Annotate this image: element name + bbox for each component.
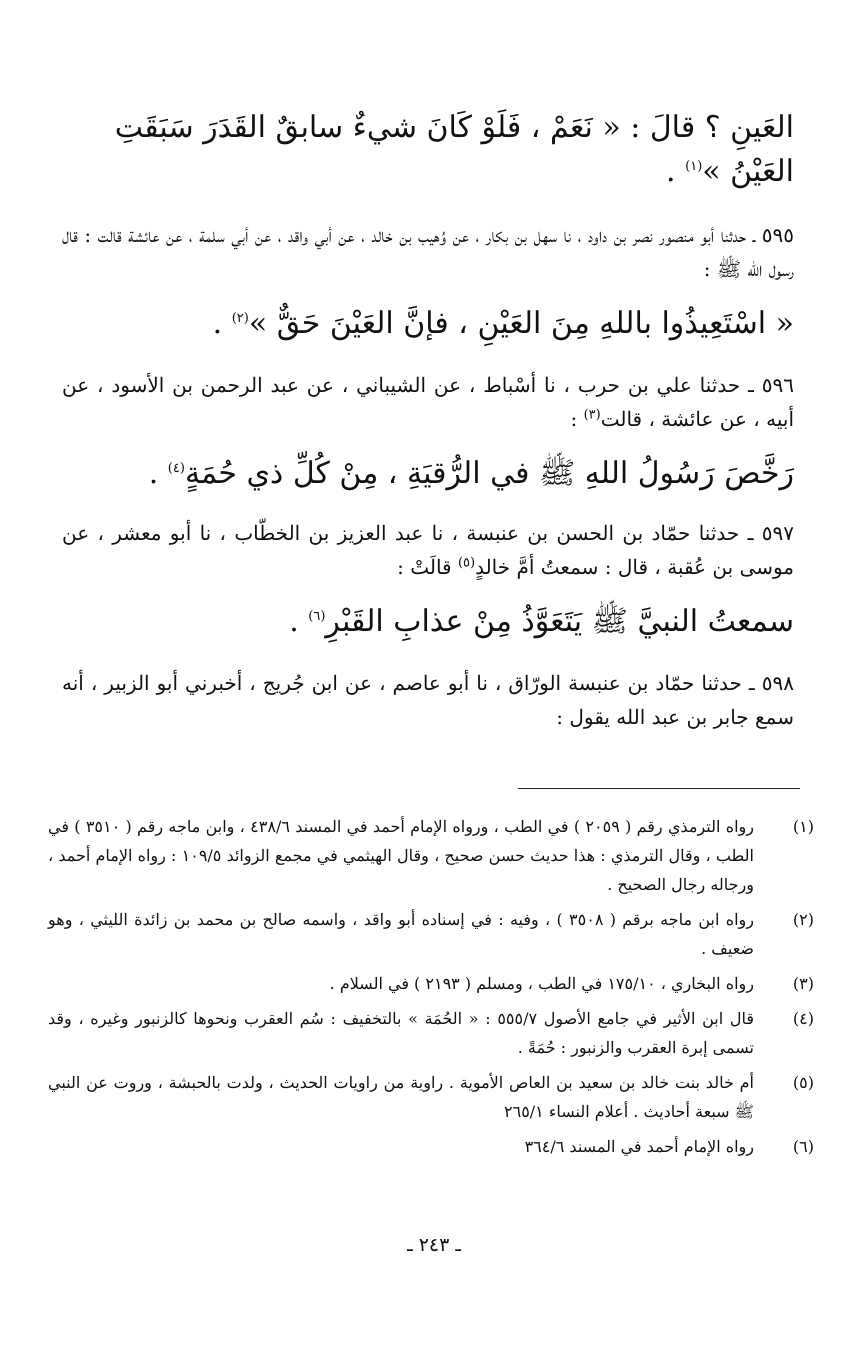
footnote <box>48 1004 818 1062</box>
footnote-text: رواه الإمام أحمد في المسند ٣٦٤/٦ <box>524 1137 754 1156</box>
footnote-ref: (١) <box>685 159 703 174</box>
hadith-597 <box>62 600 794 644</box>
footnote-number: (٦) <box>792 1137 814 1156</box>
footnote-ref: (٦) <box>308 609 326 624</box>
isnad-598: ٥٩٨ ـ حدثنا حمّاد بن عنبسة الورّاق ، نا أبو عاصم ، عن ابن جُريج ، أخبرني أبو الزبير ، أنه سمع جابر بن عبد الله يقول : <box>62 671 794 729</box>
footnote-text: أم خالد بنت خالد بن سعيد بن العاص الأموية . راوية من راويات الحديث ، ولدت بالحبشة ، وروت عن النبي ﷺ سبعة أحاديث . أعلام النساء ٢٦٥/١ <box>48 1073 754 1121</box>
footnote-ref: (٥) <box>457 555 476 571</box>
hadith-text: العَينِ ؟ قالَ : « نَعَمْ ، فَلَوْ كَانَ شيءٌ سابقٌ القَدَرَ سَبَقَتِ العَيْنُ » <box>114 110 794 189</box>
footnote <box>48 1132 818 1161</box>
isnad-text: ٥٩٧ ـ حدثنا حمّاد بن الحسن بن عنبسة ، نا عبد العزيز بن الخطّاب ، نا أبو معشر ، عن موسى بن عُقبة ، قال : سمعتُ أمَّ خالدٍ <box>62 521 794 579</box>
footnote-number: (٢) <box>792 910 814 929</box>
isnad-text-end: قالَتْ : <box>397 555 458 579</box>
footnote-text: رواه الترمذي رقم ( ٢٠٥٩ ) في الطب ، ورواه الإمام أحمد في المسند ٤٣٨/٦ ، وابن ماجه رقم ( ٣٥١٠ ) في الطب ، وقال الترمذي : هذا حديث حسن صحيح ، وقال الهيثمي في مجمع الزوائد ١٠٩/٥ : رواه الإمام أحمد ، ورجاله رجال الصحيح . <box>48 817 755 894</box>
page-number: ـ ٢٤٣ ـ <box>407 1234 461 1256</box>
isnad-595: ٥٩٥ ـ حدثنا أبو منصور نصر بن داود ، نا سهل بن بكار ، عن وُهيب بن خالد ، عن أبي واقد ، عن أبي سلمة ، عن عائشة قالت : قال رسول الله ﷺ : <box>62 223 794 281</box>
punctuation: . <box>289 604 309 639</box>
isnad-text: ٥٩٦ ـ حدثنا علي بن حرب ، نا أسْباط ، عن الشيباني ، عن عبد الرحمن بن الأسود ، عن أبيه ، عن عائشة ، قالت <box>62 373 794 431</box>
footnote-number: (٣) <box>792 974 814 993</box>
punctuation: . <box>212 306 232 341</box>
footnote <box>48 812 818 899</box>
footnote-number: (١) <box>792 817 814 836</box>
footnote <box>48 1068 818 1126</box>
footnote-ref: (٢) <box>231 311 249 326</box>
hadith-text: رَخَّصَ رَسُولُ اللهِ ﷺ في الرُّقيَةِ ، مِنْ كُلِّ ذي حُمَةٍ <box>184 456 794 491</box>
punctuation: . <box>148 456 168 491</box>
footnote <box>48 905 818 963</box>
hadith-text: « اسْتَعِيذُوا باللهِ مِنَ العَيْنِ ، فإنَّ العَيْنَ حَقٌّ » <box>248 306 794 341</box>
hadith-594-ending <box>62 106 794 194</box>
footnote-text: رواه البخاري ، ١٧٥/١٠ في الطب ، ومسلم ( ٢١٩٣ ) في السلام . <box>329 974 754 993</box>
footnote <box>48 969 818 998</box>
isnad-596 <box>62 368 794 436</box>
isnad-597 <box>62 516 794 584</box>
footnote-ref: (٤) <box>167 461 185 476</box>
footnote-ref: (٣) <box>583 407 601 423</box>
footnote-number: (٤) <box>792 1009 814 1028</box>
footnote-text: رواه ابن ماجه برقم ( ٣٥٠٨ ) ، وفيه : في إسناده أبو واقد ، واسمه صالح بن محمد بن زائدة الليثي ، وهو ضعيف . <box>48 910 754 958</box>
punctuation: . <box>666 154 686 189</box>
footnotes <box>48 812 818 1167</box>
hadith-595 <box>62 302 794 346</box>
footnote-number: (٥) <box>792 1073 814 1092</box>
footnote-divider <box>518 788 800 789</box>
footnote-text: قال ابن الأثير في جامع الأصول ٥٥٥/٧ : « الحُمَة » بالتخفيف : سُم العقرب ونحوها كالزنبور وغيره ، وقد تسمى إبرة العقرب والزنبور : حُمَةً . <box>48 1009 755 1057</box>
hadith-596 <box>62 452 794 496</box>
punctuation: : <box>570 407 584 431</box>
hadith-text: سمعتُ النبيَّ ﷺ يَتَعَوَّذُ مِنْ عذابِ القَبْرِ <box>325 604 794 639</box>
main-text <box>62 92 794 734</box>
